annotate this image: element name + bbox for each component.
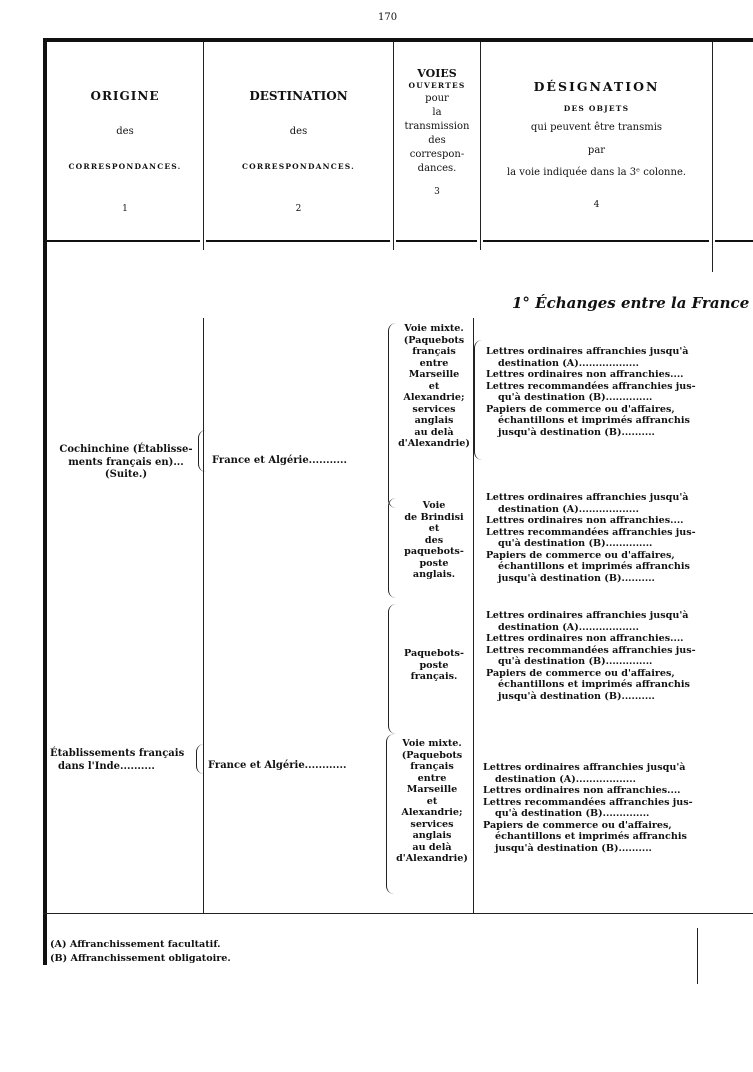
brace-brindisi — [388, 498, 396, 598]
table-top-border — [43, 38, 753, 42]
voie-paquebots: Paquebots- poste français. — [404, 648, 464, 682]
voie-mixte-1: Voie mixte. (Paquebots français entre Marseille et Alexandrie; services anglais au delà d'Alexandrie) — [398, 323, 470, 449]
footnote-a: (A) Affranchissement facultatif. — [50, 939, 221, 950]
origin-cochinchine: Cochinchine (Établisse- ments français en)... (Suite.) — [59, 444, 193, 480]
footnotes — [50, 938, 231, 966]
header-rule-2 — [206, 240, 390, 242]
page-number: 170 — [378, 12, 398, 23]
header-rule-1 — [47, 240, 200, 242]
right-edge-line — [697, 928, 698, 984]
header-designation: DÉSIGNATION DES OBJETS qui peuvent être transmis par la voie indiquée dans la 3ᵉ colonne. 4 — [506, 79, 687, 210]
header-rule-5 — [715, 240, 753, 242]
brace-paquebots — [388, 604, 396, 734]
brace-objets-1 — [474, 340, 482, 460]
section-title: 1° Échanges entre la France — [512, 294, 750, 312]
header-rule-4 — [483, 240, 709, 242]
body-divider-1 — [203, 318, 204, 913]
header-origine: ORIGINE des CORRESPONDANCES. 1 — [68, 89, 182, 214]
brace-voie-mixte-2 — [386, 734, 394, 894]
brace-origin-1 — [198, 430, 206, 472]
header-rule-3 — [396, 240, 477, 242]
voie-mixte-2: Voie mixte. (Paquebots français entre Marseille et Alexandrie; services anglais au delà d'Alexandrie) — [396, 738, 468, 864]
table-bottom-rule — [43, 913, 753, 914]
objets-list-1: Lettres ordinaires affranchies jusqu'à destination (A).................. Lettres ordinaires non affranchies.... Lettres recommandées affranchies jus- qu'à destination (B).............. Papiers de commerce ou d'affaires, échantillons et imprimés affranchis jusqu'à destination (B).......... — [486, 346, 696, 438]
brace-voie-mixte-1 — [388, 323, 396, 508]
destination-2: France et Algérie............ — [208, 760, 347, 771]
destination-1: France et Algérie........... — [212, 455, 347, 466]
origin-inde: Établissements français dans l'Inde.......... — [50, 748, 185, 772]
header-destination: DESTINATION des CORRESPONDANCES. 2 — [242, 89, 355, 214]
header-voies: VOIES OUVERTES pour la transmission des correspon- dances. 3 — [404, 67, 470, 197]
brace-origin-2 — [196, 744, 204, 774]
voie-brindisi: Voie de Brindisi et des paquebots- poste anglais. — [404, 500, 464, 580]
footnote-b: (B) Affranchissement obligatoire. — [50, 952, 231, 964]
objets-list-3: Lettres ordinaires affranchies jusqu'à destination (A).................. Lettres ordinaires non affranchies.... Lettres recommandées affranchies jus- qu'à destination (B).............. Papiers de commerce ou d'affaires, échantillons et imprimés affranchis jusqu'à destination (B).......... — [486, 610, 696, 702]
objets-list-2: Lettres ordinaires affranchies jusqu'à destination (A).................. Lettres ordinaires non affranchies.... Lettres recommandées affranchies jus- qu'à destination (B).............. Papiers de commerce ou d'affaires, échantillons et imprimés affranchis jusqu'à destination (B).......... — [486, 492, 696, 584]
col-divider-4 — [712, 42, 713, 272]
objets-list-4: Lettres ordinaires affranchies jusqu'à destination (A).................. Lettres ordinaires non affranchies.... Lettres recommandées affranchies jus- qu'à destination (B).............. Papiers de commerce ou d'affaires, échantillons et imprimés affranchis jusqu'à destination (B).......... — [483, 762, 693, 854]
